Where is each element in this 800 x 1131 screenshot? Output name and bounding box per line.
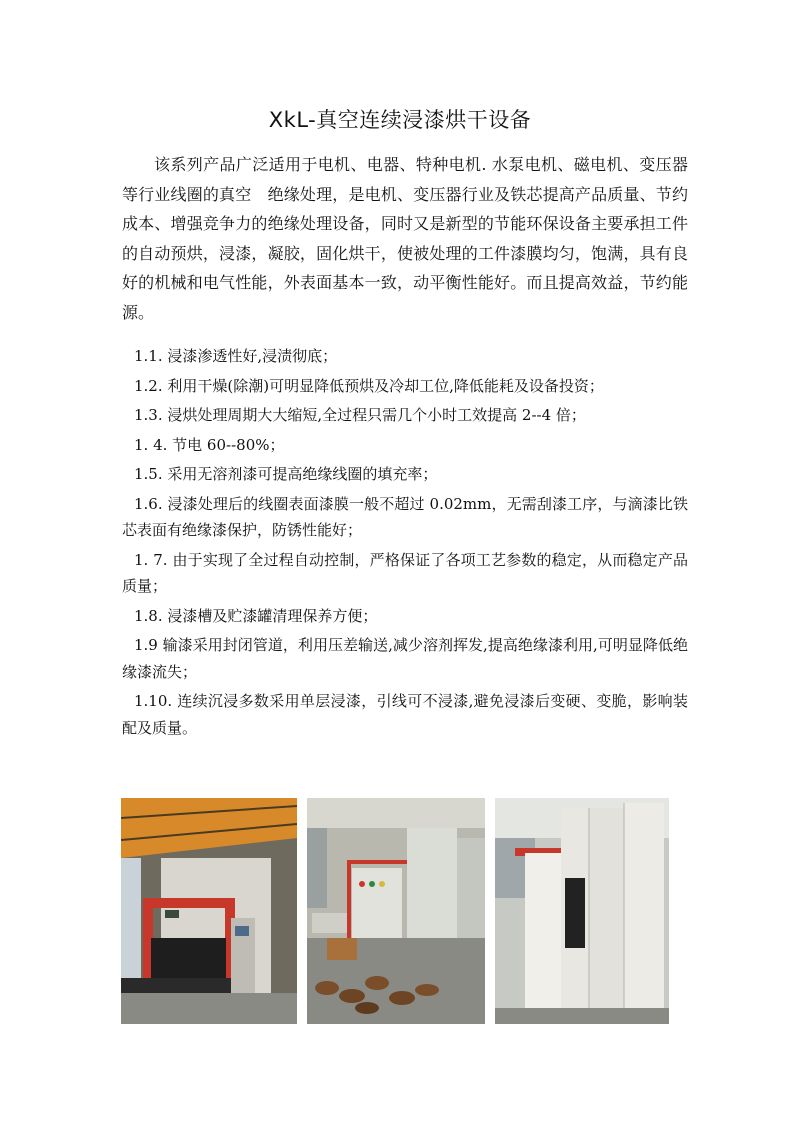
feature-item: 1. 7. 由于实现了全过程自动控制，严格保证了各项工艺参数的稳定，从而稳定产品质量； — [122, 550, 688, 595]
feature-item: 1. 4. 节电 60--80%； — [134, 435, 285, 454]
intro-text: 该系列产品广泛适用于电机、电器、特种电机. 水泵电机、磁电机、变压器等行业线圈的真空 绝缘处理，是电机、变压器行业及铁芯提高产品质量、节约成本、增强竞争力的绝缘处理设备，同时又是新型的节能环保设备主要承担工件的自动预烘，浸漆，凝胶，固化烘干，使被处理的工件漆膜均匀，饱满，具有良好的机械和电气性能，外表面基本一致，动平衡性能好。而且提高效益，节约能源。 — [122, 155, 688, 322]
feature-list — [122, 343, 688, 744]
feature-item: 1.9 输漆采用封闭管道，利用压差输送,减少溶剂挥发,提高绝缘漆利用,可明显降低绝缘漆流失； — [122, 636, 688, 681]
feature-item: 1.3. 浸烘处理周期大大缩短,全过程只需几个小时工效提高 2--4 倍； — [134, 406, 586, 424]
document-title: XkL-真空连续浸漆烘干设备 — [268, 108, 532, 132]
feature-item: 1.10. 连续沉浸多数采用单层浸漆，引线可不浸漆,避免浸漆后变硬、变脆，影响装配及质量。 — [122, 692, 688, 737]
feature-item: 1.5. 采用无溶剂漆可提高绝缘线圈的填充率； — [134, 465, 438, 483]
feature-item: 1.2. 利用干燥(除潮)可明显降低预烘及冷却工位,降低能耗及设备投资； — [134, 376, 604, 395]
equipment-photo-2 — [307, 798, 485, 1024]
feature-item: 1.1. 浸漆渗透性好,浸渍彻底； — [134, 347, 338, 365]
equipment-photo-1 — [121, 798, 297, 1024]
feature-item: 1.8. 浸漆槽及贮漆罐清理保养方便； — [134, 606, 378, 625]
equipment-photo-3 — [495, 798, 669, 1024]
intro-paragraph — [122, 150, 688, 327]
feature-item: 1.6. 浸漆处理后的线圈表面漆膜一般不超过 0.02mm，无需刮漆工序，与滴漆比铁芯表面有绝缘漆保护，防锈性能好； — [122, 494, 688, 539]
equipment-photos — [121, 798, 669, 1024]
